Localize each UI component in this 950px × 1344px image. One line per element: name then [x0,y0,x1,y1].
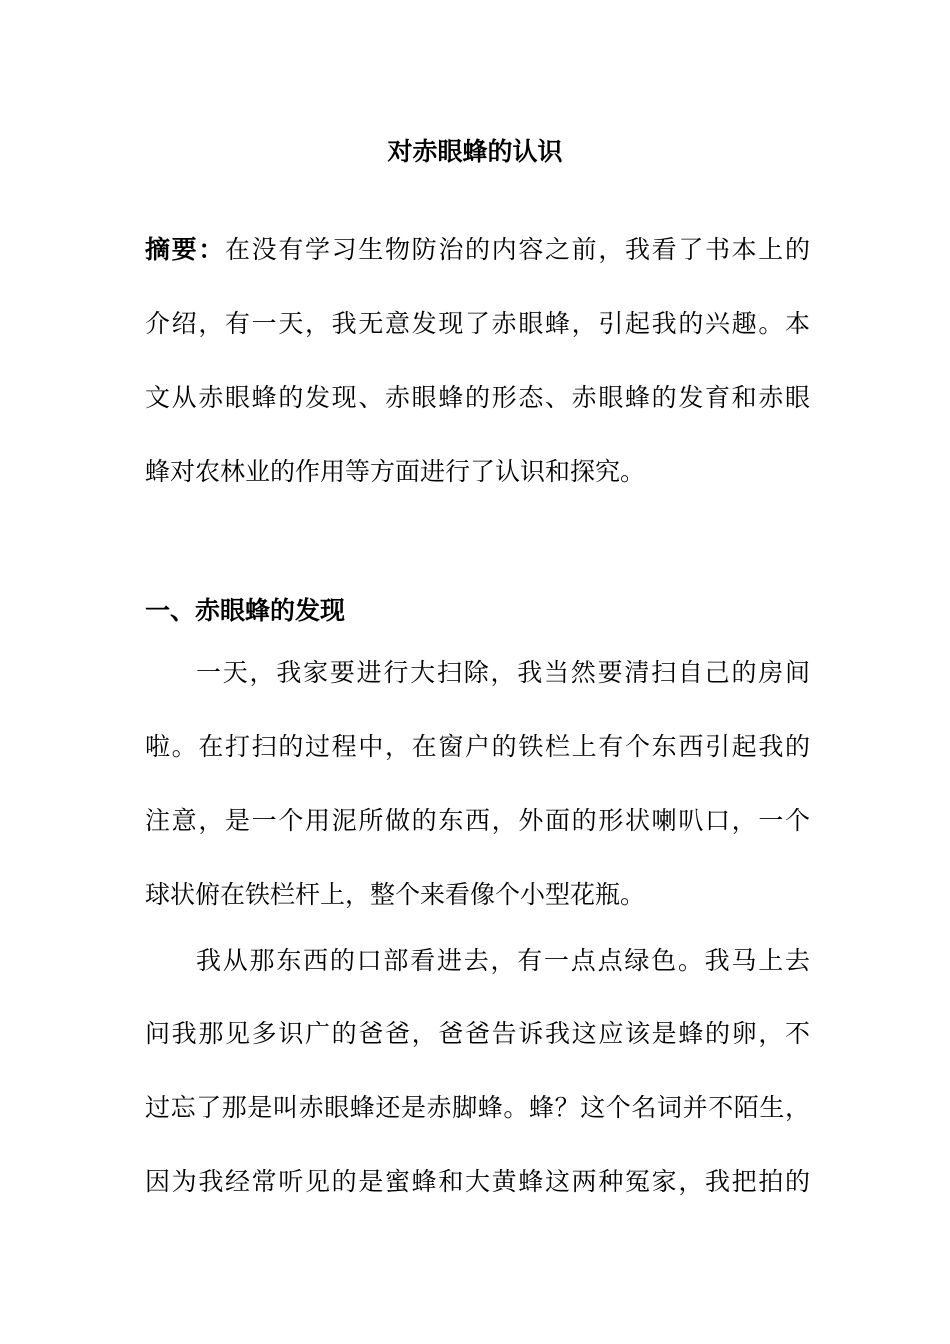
section-heading: 一、赤眼蜂的发现 [145,596,346,625]
paragraph-1-line-2: 啦。在打扫的过程中，在窗户的铁栏上有个东西引起我的 [145,732,810,761]
paragraph-1-line-4: 球状俯在铁栏杆上，整个来看像个小型花瓶。 [145,880,646,909]
abstract-line-4: 蜂对农林业的作用等方面进行了认识和探究。 [145,457,646,486]
abstract-line-1 [145,232,810,268]
paragraph-2-line-1: 我从那东西的口部看进去，有一点点绿色。我马上去 [196,946,810,975]
abstract-label: 摘要： [145,235,225,264]
paragraph-2-line-4: 因为我经常听见的是蜜蜂和大黄蜂这两种冤家，我把拍的 [145,1167,810,1196]
abstract-line-2: 介绍，有一天，我无意发现了赤眼蜂，引起我的兴趣。本 [145,309,810,338]
paragraph-1-line-3: 注意，是一个用泥所做的东西，外面的形状喇叭口，一个 [145,806,810,835]
abstract-text: 在没有学习生物防治的内容之前，我看了书本上的 [225,235,810,264]
paragraph-1-line-1: 一天，我家要进行大扫除，我当然要清扫自己的房间 [196,658,810,687]
paragraph-2-line-2: 问我那见多识广的爸爸，爸爸告诉我这应该是蜂的卵，不 [145,1019,810,1048]
paragraph-2-line-3: 过忘了那是叫赤眼蜂还是赤脚蜂。蜂？这个名词并不陌生， [145,1093,810,1122]
abstract-line-3: 文从赤眼蜂的发现、赤眼蜂的形态、赤眼蜂的发育和赤眼 [145,383,810,412]
document-title: 对赤眼蜂的认识 [387,137,563,166]
